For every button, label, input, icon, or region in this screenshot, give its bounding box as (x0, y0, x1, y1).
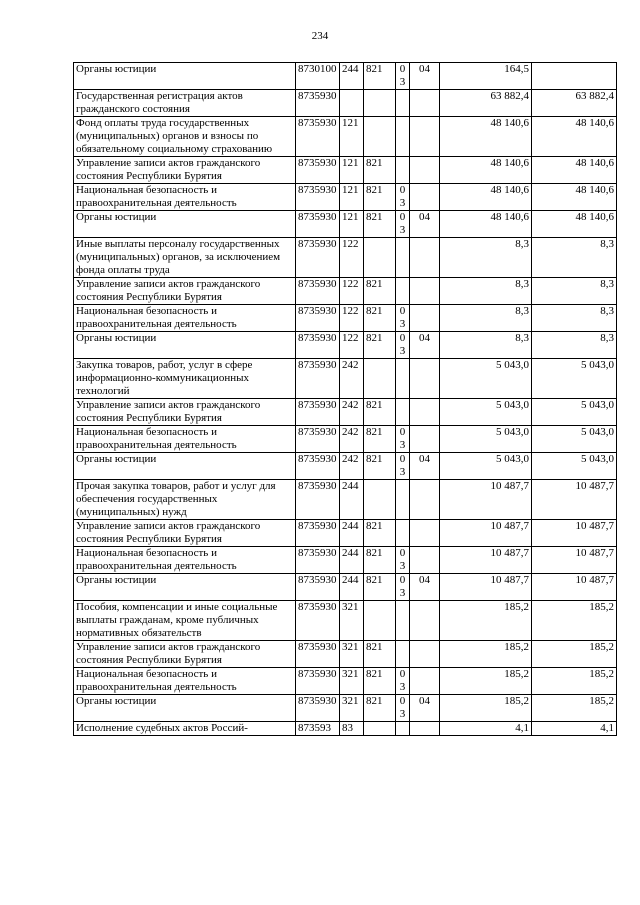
name-cell: Закупка товаров, работ, услуг в сфере информационно-коммуникационных технологий (74, 359, 296, 399)
sum2-cell: 8,3 (532, 278, 617, 305)
vr-cell: 83 (340, 722, 364, 736)
table-row (74, 480, 617, 520)
csr-cell: 8735930 (296, 305, 340, 332)
name-cell: Органы юстиции (74, 211, 296, 238)
table-row (74, 574, 617, 601)
csr-cell: 8735930 (296, 399, 340, 426)
subsection-cell (410, 399, 440, 426)
table-row (74, 63, 617, 90)
section-cell: 03 (396, 211, 410, 238)
grbs-cell: 821 (364, 574, 396, 601)
sum-cell: 5 043,0 (440, 359, 532, 399)
vr-cell: 122 (340, 238, 364, 278)
csr-cell: 8735930 (296, 278, 340, 305)
vr-cell: 244 (340, 547, 364, 574)
sum2-cell: 185,2 (532, 641, 617, 668)
name-cell: Национальная безопасность и правоохранительная деятельность (74, 426, 296, 453)
subsection-cell: 04 (410, 695, 440, 722)
subsection-cell (410, 359, 440, 399)
sum-cell: 8,3 (440, 332, 532, 359)
section-cell (396, 238, 410, 278)
vr-cell: 121 (340, 211, 364, 238)
csr-cell: 8735930 (296, 332, 340, 359)
name-cell: Фонд оплаты труда государственных (муниципальных) органов и взносы по обязательному социальному страхованию (74, 117, 296, 157)
grbs-cell: 821 (364, 332, 396, 359)
grbs-cell: 821 (364, 695, 396, 722)
budget-table (73, 62, 617, 736)
section-cell (396, 117, 410, 157)
vr-cell: 242 (340, 453, 364, 480)
sum-cell: 185,2 (440, 668, 532, 695)
name-cell: Государственная регистрация актов гражданского состояния (74, 90, 296, 117)
sum-cell: 5 043,0 (440, 426, 532, 453)
table-row (74, 278, 617, 305)
csr-cell: 8735930 (296, 359, 340, 399)
section-cell: 03 (396, 63, 410, 90)
subsection-cell (410, 90, 440, 117)
name-cell: Управление записи актов гражданского состояния Республики Бурятия (74, 278, 296, 305)
section-cell (396, 520, 410, 547)
name-cell: Национальная безопасность и правоохранительная деятельность (74, 547, 296, 574)
vr-cell (340, 90, 364, 117)
sum-cell: 4,1 (440, 722, 532, 736)
csr-cell: 8735930 (296, 480, 340, 520)
vr-cell: 242 (340, 359, 364, 399)
csr-cell: 8735930 (296, 520, 340, 547)
name-cell: Национальная безопасность и правоохранительная деятельность (74, 305, 296, 332)
csr-cell: 8735930 (296, 426, 340, 453)
sum2-cell: 48 140,6 (532, 157, 617, 184)
name-cell: Национальная безопасность и правоохранительная деятельность (74, 668, 296, 695)
subsection-cell: 04 (410, 574, 440, 601)
sum-cell: 10 487,7 (440, 574, 532, 601)
subsection-cell (410, 641, 440, 668)
name-cell: Органы юстиции (74, 453, 296, 480)
grbs-cell: 821 (364, 184, 396, 211)
csr-cell: 8735930 (296, 184, 340, 211)
sum-cell: 8,3 (440, 305, 532, 332)
table-row (74, 157, 617, 184)
sum2-cell: 5 043,0 (532, 399, 617, 426)
vr-cell: 121 (340, 184, 364, 211)
name-cell: Органы юстиции (74, 332, 296, 359)
sum-cell: 164,5 (440, 63, 532, 90)
section-cell: 03 (396, 547, 410, 574)
csr-cell: 8735930 (296, 157, 340, 184)
table-row (74, 117, 617, 157)
name-cell: Пособия, компенсации и иные социальные выплаты гражданам, кроме публичных нормативных обязательств (74, 601, 296, 641)
vr-cell: 122 (340, 305, 364, 332)
table-row (74, 305, 617, 332)
grbs-cell: 821 (364, 520, 396, 547)
grbs-cell (364, 359, 396, 399)
subsection-cell: 04 (410, 211, 440, 238)
subsection-cell (410, 722, 440, 736)
csr-cell: 8735930 (296, 668, 340, 695)
sum2-cell: 5 043,0 (532, 453, 617, 480)
name-cell: Органы юстиции (74, 63, 296, 90)
grbs-cell: 821 (364, 668, 396, 695)
table-row (74, 547, 617, 574)
vr-cell: 321 (340, 668, 364, 695)
grbs-cell: 821 (364, 453, 396, 480)
sum-cell: 63 882,4 (440, 90, 532, 117)
sum2-cell: 8,3 (532, 238, 617, 278)
table-row (74, 426, 617, 453)
csr-cell: 8735930 (296, 90, 340, 117)
sum-cell: 10 487,7 (440, 547, 532, 574)
subsection-cell (410, 520, 440, 547)
section-cell: 03 (396, 574, 410, 601)
vr-cell: 321 (340, 641, 364, 668)
section-cell (396, 157, 410, 184)
section-cell: 03 (396, 305, 410, 332)
subsection-cell (410, 305, 440, 332)
page-number: 234 (311, 30, 329, 42)
sum2-cell: 185,2 (532, 695, 617, 722)
grbs-cell (364, 238, 396, 278)
subsection-cell (410, 668, 440, 695)
table-row (74, 641, 617, 668)
sum-cell: 8,3 (440, 278, 532, 305)
sum-cell: 185,2 (440, 601, 532, 641)
sum2-cell: 63 882,4 (532, 90, 617, 117)
table-row (74, 722, 617, 736)
sum-cell: 185,2 (440, 695, 532, 722)
name-cell: Управление записи актов гражданского состояния Республики Бурятия (74, 399, 296, 426)
grbs-cell: 821 (364, 641, 396, 668)
subsection-cell (410, 278, 440, 305)
section-cell (396, 601, 410, 641)
sum2-cell: 5 043,0 (532, 426, 617, 453)
section-cell (396, 722, 410, 736)
sum2-cell: 185,2 (532, 668, 617, 695)
vr-cell: 122 (340, 332, 364, 359)
table-row (74, 184, 617, 211)
section-cell: 03 (396, 426, 410, 453)
grbs-cell: 821 (364, 426, 396, 453)
name-cell: Органы юстиции (74, 574, 296, 601)
name-cell: Управление записи актов гражданского состояния Республики Бурятия (74, 520, 296, 547)
sum2-cell: 185,2 (532, 601, 617, 641)
csr-cell: 8735930 (296, 453, 340, 480)
csr-cell: 8735930 (296, 211, 340, 238)
grbs-cell (364, 90, 396, 117)
subsection-cell (410, 601, 440, 641)
subsection-cell: 04 (410, 453, 440, 480)
grbs-cell: 821 (364, 547, 396, 574)
grbs-cell: 821 (364, 278, 396, 305)
subsection-cell (410, 547, 440, 574)
name-cell: Национальная безопасность и правоохранительная деятельность (74, 184, 296, 211)
table-row (74, 520, 617, 547)
grbs-cell: 821 (364, 399, 396, 426)
vr-cell: 321 (340, 695, 364, 722)
sum-cell: 8,3 (440, 238, 532, 278)
vr-cell: 244 (340, 63, 364, 90)
sum-cell: 48 140,6 (440, 211, 532, 238)
sum2-cell: 4,1 (532, 722, 617, 736)
subsection-cell: 04 (410, 63, 440, 90)
name-cell: Иные выплаты персоналу государственных (муниципальных) органов, за исключением фонда оплаты труда (74, 238, 296, 278)
sum-cell: 48 140,6 (440, 157, 532, 184)
sum2-cell: 8,3 (532, 332, 617, 359)
table-row (74, 399, 617, 426)
sum-cell: 185,2 (440, 641, 532, 668)
name-cell: Органы юстиции (74, 695, 296, 722)
grbs-cell (364, 480, 396, 520)
sum-cell: 48 140,6 (440, 117, 532, 157)
vr-cell: 242 (340, 399, 364, 426)
subsection-cell (410, 157, 440, 184)
sum2-cell: 8,3 (532, 305, 617, 332)
table-row (74, 359, 617, 399)
sum2-cell: 10 487,7 (532, 547, 617, 574)
table-row (74, 238, 617, 278)
csr-cell: 8735930 (296, 238, 340, 278)
sum-cell: 10 487,7 (440, 480, 532, 520)
section-cell: 03 (396, 332, 410, 359)
section-cell: 03 (396, 695, 410, 722)
sum-cell: 48 140,6 (440, 184, 532, 211)
subsection-cell: 04 (410, 332, 440, 359)
vr-cell: 321 (340, 601, 364, 641)
sum2-cell: 10 487,7 (532, 574, 617, 601)
vr-cell: 244 (340, 574, 364, 601)
name-cell: Управление записи актов гражданского состояния Республики Бурятия (74, 157, 296, 184)
table-row (74, 453, 617, 480)
subsection-cell (410, 117, 440, 157)
grbs-cell: 821 (364, 63, 396, 90)
csr-cell: 8735930 (296, 695, 340, 722)
grbs-cell (364, 601, 396, 641)
csr-cell: 8735930 (296, 547, 340, 574)
name-cell: Управление записи актов гражданского состояния Республики Бурятия (74, 641, 296, 668)
sum-cell: 5 043,0 (440, 399, 532, 426)
grbs-cell: 821 (364, 157, 396, 184)
table-row (74, 695, 617, 722)
sum2-cell (532, 63, 617, 90)
table-body (74, 63, 617, 736)
table-row (74, 668, 617, 695)
name-cell: Исполнение судебных актов Россий- (74, 722, 296, 736)
table-row (74, 332, 617, 359)
section-cell (396, 641, 410, 668)
csr-cell: 8735930 (296, 117, 340, 157)
csr-cell: 8735930 (296, 601, 340, 641)
vr-cell: 244 (340, 480, 364, 520)
grbs-cell: 821 (364, 211, 396, 238)
section-cell (396, 278, 410, 305)
csr-cell: 8735930 (296, 574, 340, 601)
table-row (74, 211, 617, 238)
subsection-cell (410, 426, 440, 453)
vr-cell: 242 (340, 426, 364, 453)
name-cell: Прочая закупка товаров, работ и услуг для обеспечения государственных (муниципальных) нужд (74, 480, 296, 520)
vr-cell: 244 (340, 520, 364, 547)
section-cell (396, 359, 410, 399)
subsection-cell (410, 184, 440, 211)
sum-cell: 10 487,7 (440, 520, 532, 547)
vr-cell: 121 (340, 157, 364, 184)
sum2-cell: 10 487,7 (532, 480, 617, 520)
table-row (74, 90, 617, 117)
section-cell: 03 (396, 184, 410, 211)
section-cell: 03 (396, 453, 410, 480)
grbs-cell: 821 (364, 305, 396, 332)
section-cell (396, 399, 410, 426)
section-cell: 03 (396, 668, 410, 695)
subsection-cell (410, 238, 440, 278)
sum2-cell: 5 043,0 (532, 359, 617, 399)
csr-cell: 8735930 (296, 641, 340, 668)
vr-cell: 121 (340, 117, 364, 157)
grbs-cell (364, 722, 396, 736)
sum2-cell: 48 140,6 (532, 184, 617, 211)
sum2-cell: 48 140,6 (532, 211, 617, 238)
subsection-cell (410, 480, 440, 520)
sum2-cell: 48 140,6 (532, 117, 617, 157)
grbs-cell (364, 117, 396, 157)
csr-cell: 873593 (296, 722, 340, 736)
table-row (74, 601, 617, 641)
vr-cell: 122 (340, 278, 364, 305)
sum2-cell: 10 487,7 (532, 520, 617, 547)
section-cell (396, 480, 410, 520)
sum-cell: 5 043,0 (440, 453, 532, 480)
section-cell (396, 90, 410, 117)
csr-cell: 8730100 (296, 63, 340, 90)
